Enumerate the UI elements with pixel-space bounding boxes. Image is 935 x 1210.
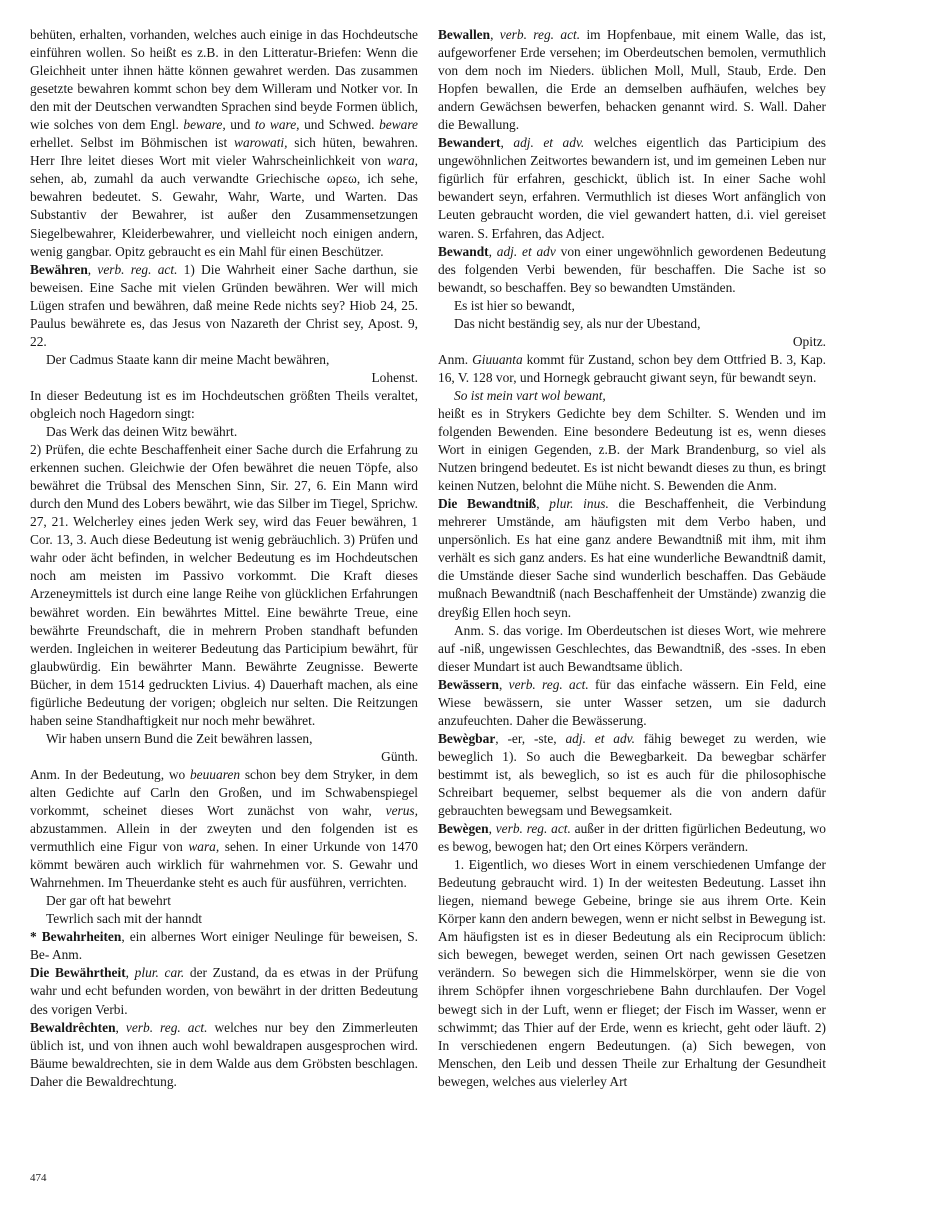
entry-grammar: verb. reg. act.: [495, 821, 571, 837]
entry-bewahrtheit: Die Bewährtheit, plur. car. der Zustand, da es etwas in der Prüfung wahr und echt befunden worden, von bewährt in der dritten Bedeutung des vorigen Verbi.: [30, 965, 419, 1017]
entry-grammar: plur. inus.: [549, 496, 609, 512]
paragraph: In dieser Bedeutung ist es im Hochdeutschen größten Theils veraltet, obgleich noch Hagedorn singt:: [30, 387, 418, 421]
entry-grammar: adj. et adv: [496, 243, 556, 259]
entry-headword: Bewaldrêchten: [30, 1019, 116, 1035]
verse-quote: Das Werk das deinen Witz bewährt.: [46, 424, 238, 440]
entry-bewandtniss: Die Bewandtniß, plur. inus. die Beschaffenheit, die Verbindung mehrerer Umstände, am häufigsten mit dem Verbo haben, und unpersönlich. Es hat eine ganz andere Bewandtniß mit ihm, mit ihm verhält es sich ganz anders. Es hat eine wunderliche Bewandtniß damit, die Umstände dieser Sache sind wunderlich beschaffen. Das Gebäude mußnach Bewandtniß (nach Beschaffenheit der Umstände) zwanzig die dreyßig Ellen hoch seyn.: [438, 496, 827, 620]
right-column: [438, 26, 826, 1091]
verse-quote: Es ist hier so bewandt,: [454, 297, 575, 313]
left-column: [30, 26, 418, 1091]
verse-quote: Wir haben unsern Bund die Zeit bewähren lassen,: [46, 730, 313, 746]
verse-quote: Das nicht beständig sey, als nur der Ubestand,: [454, 315, 701, 331]
quote-attribution: Lohenst.: [371, 369, 418, 385]
entry-grammar: plur. car.: [134, 965, 185, 981]
paragraph: Anm. In der Bedeutung, wo beuuaren schon bey dem Stryker, in dem alten Gedichte auf Carln den Großen, und im Schwabenspiegel vorkommt, scheinet dieses Wort zunächst von wahr, verus, abzustammen. Allein in der zweyten und den folgenden ist es vermuthlich eine Figur von wara, sehen. In einer Urkunde von 1470 kömmt bewären auch wirklich für wahrnehmen vor. S. Gewahr und Wahrnehmen. Im Theuerdanke steht es auch für ausführen, verrichten.: [30, 766, 418, 891]
entry-grammar: verb. reg. act.: [499, 27, 581, 42]
entry-bewegen: Bewègen, verb. reg. act. außer in der dritten figürlichen Bedeutung, wo es bewog, bewogen hat; den Ort eines Körpers verändern.: [438, 821, 826, 855]
verse-quote: Der gar oft hat bewehrt: [46, 893, 171, 909]
entry-headword: * Bewahrheiten: [30, 929, 122, 945]
paragraph: 2) Prüfen, die echte Beschaffenheit einer Sache durch die Erfahrung zu erkennen suchen. Gleichwie der Ofen bewähret die neuen Töpfe, also bewähret die Trübsal des Menschen Sinn, Sir. 27, 6. Ein Mann wird durch den Mund des Lobers bewährt, wie das Silber im Tiegel, Sprichw. 27, 21. Welcherley eines jeden Werk sey, wird das Feuer bewähren, 1 Cor. 13, 3. Auch diese Bedeutung ist wenig gebräuchlich. 3) Prüfen und wahr oder ächt befinden, in welcher Bedeutung es im Hochdeutschen noch am meisten im Passivo vorkommt. Die Kraft dieses Arzeneymittels ist durch eine lange Reihe von glücklichen Erfahrungen bewähret worden. Ein bewährtes Mittel. Eine bewährte Treue, eine bewährte Freundschaft, die in mehrern Proben standhaft befunden werden. Ingleichen in weiterer Bedeutung das Participium bewährt, für glaubwürdig. Ein bewährter Mann. Bewährte Zeugnisse. Bewerte Bücher, in dem 1514 gedruckten Livius. 4) Dauerhaft machen, als eine figürliche Bedeutung der vorigen; obgleich nur selten. Die Reitzungen haben seine Standhaftigkeit nur noch mehr bewähret.: [30, 442, 418, 728]
entry-grammar: verb. reg. act.: [97, 261, 178, 277]
entry-bewahrheiten: * Bewahrheiten, ein albernes Wort einiger Neulinge für beweisen, S. Be- Anm.: [30, 929, 418, 963]
paragraph: Anm. Giuuanta kommt für Zustand, schon bey dem Ottfried B. 3, Kap. 16, V. 128 vor, und Hornegk gebraucht giwant seyn, für bewandt seyn.: [438, 351, 826, 385]
entry-headword: Bewässern: [438, 676, 499, 692]
entry-headword: Die Bewandtniß: [438, 496, 537, 512]
paragraph: heißt es in Strykers Gedichte bey dem Schilter. S. Wenden und im folgenden Bewenden. Eine besondere Bedeutung ist es, wenn dieses Wort in einigen Gegenden, z.B. der Mark Brandenburg, so viel als Nutzen bringend bedeutet. Es ist nicht bewandt dieses zu thun, es bringt keinen Nutzen, belohnt die Mühe nicht. S. Bewenden die Anm.: [438, 405, 826, 494]
entry-bewandert: Bewandert, adj. et adv. welches eigentlich das Participium des ungewöhnlichen Zeitwortes bewandern ist, und im gemeinen Leben nur figürlich für erfahren, geschickt, üblich ist. In einer Sache wohl bewandert seyn, erfahren. Vermuthlich ist dieses Wort anfänglich von Leuten gebraucht worden, die viel gewandert hatten, d.i. viel gereiset waren. S. Erfahren, das Adject.: [438, 135, 827, 241]
entry-bewegbar: Bewègbar, -er, -ste, adj. et adv. fähig beweget zu werden, wie beweglich 1). So auch die Bewegbarkeit. Da bewegbar schärfer bestimmt ist, als beweglich, so ist es auch für die philosophische Schreibart bequemer, selbst bequemer als die von andern dafür gebrauchten bewegsam und Bewegsamkeit.: [438, 730, 826, 819]
quote-attribution: Günth.: [381, 748, 418, 764]
verse-quote: So ist mein vart wol bewant,: [454, 387, 606, 403]
entry-grammar: verb. reg. act.: [125, 1019, 208, 1035]
verse-quote: Tewrlich sach mit der hanndt: [46, 911, 202, 927]
page-number: 474: [30, 1172, 47, 1184]
entry-headword: Bewandt: [438, 243, 489, 259]
quote-attribution: Opitz.: [792, 333, 826, 349]
entry-headword: Bewähren: [30, 261, 88, 277]
entry-headword: Bewègen: [438, 821, 489, 837]
verse-quote: Der Cadmus Staate kann dir meine Macht bewähren,: [46, 351, 330, 367]
paragraph: Anm. S. das vorige. Im Oberdeutschen ist dieses Wort, wie mehrere auf -niß, ungewissen Geschlechtes, das Bewandtniß, des -sses. In eben dieser Mundart ist auch Bewandtsame üblich.: [438, 622, 826, 674]
entry-bewassern: Bewässern, verb. reg. act. für das einfache wässern. Ein Feld, eine Wiese bewässern, sie unter Wasser setzen, um sie dadurch anzufeuchten. Daher die Bewässerung.: [438, 676, 826, 728]
entry-bewahren: Bewähren, verb. reg. act. 1) Die Wahrheit einer Sache darthun, sie beweisen. Eine Sache mit vielen Gründen bewähren. Wer will mich Lügen strafen und bewähren, daß meine Rede nichts sey? Hiob 24, 25. Paulus bewährete es, das Jesus von Nazareth der Christ sey, Apost. 9, 22.: [30, 261, 418, 349]
entry-bewandt: Bewandt, adj. et adv von einer ungewöhnlich gewordenen Bedeutung des folgenden Verbi bewenden, für beschaffen. Die Sache ist so bewandt, so beschaffen. Bey so bewandten Umständen.: [438, 243, 826, 295]
entry-grammar: adj. et adv.: [513, 135, 585, 151]
paragraph: 1. Eigentlich, wo dieses Wort in einem verschiedenen Umfange der Bedeutung gebraucht wird. 1) In der weitesten Bedeutung. Lasset ihn liegen, niemand bewege Gebeine, bringe sie aus ihrem Orte. Kein Körper kann den andern bewegen, wenn er nicht selbst in Bewegung ist. Am häufigsten ist es in dieser Bedeutung als ein Reciprocum üblich: sich bewegen, beweget werden, seinen Ort nach gewissen Gesetzen verändern. So bewegen sich die Himmelskörper, wenn sie die von ihrem Schöpfer ihnen vorgeschriebene Bahn durchlaufen. Der Vogel bewegt sich in der Luft, wenn er flieget; der Fisch im Wasser, wenn er schwimmt; das Thier auf der Erde, wenn es kriecht, geht oder läuft. 2) In verschiedenen engern Bedeutungen. (a) Sich bewegen, von Menschen, den Leib und dessen Theile zur Erhaltung der Gesundheit bewegen, welches aus vielerley Art: [438, 857, 826, 1089]
entry-headword: Bewandert: [438, 135, 501, 151]
entry-grammar: verb. reg. act.: [508, 676, 589, 692]
paragraph: behüten, erhalten, vorhanden, welches auch einige in das Hochdeutsche einführen wollen. So heißt es z.B. in den Litteratur-Briefen: Wenn die Gleichheit unter ihnen hätte können gewahret werden. Das zusammen gesetzte bewahren kommt schon bey dem Willeram und Notker vor. In den mit der Deutschen verwandten Sprachen sind beyde Formen üblich, wie solches von dem Engl. beware, und to ware, und Schwed. beware erhellet. Selbst im Böhmischen ist warowati, sich hüten, bewahren. Herr Ihre leitet dieses Wort mit vieler Wahrscheinlichkeit von wara, sehen, ab, zumahl da auch verwandte Griechische ωρεω, ich sehe, bewahren bedeutet. S. Gewahr, Wahr, Warte, und Warten. Das Substantiv der Bewahrer, ist außer den Zusammensetzungen Siegelbewahrer, Kleiderbewahrer, und vielleicht noch einigen andern, wenig gangbar. Opitz gebraucht es ein Mahl für einen Beschützer.: [30, 27, 419, 259]
entry-headword: Bewègbar: [438, 730, 496, 746]
entry-bewallen: Bewallen, verb. reg. act. im Hopfenbaue, mit einem Walle, das ist, aufgeworfener Erde versehen; im Oberdeutschen bemolen, vermuthlich von dem noch im Nieders. üblichen Moll, Mull, Staub, Erde. Den Hopfen bewallen, die Erde an demselben aufhäufen, welches bey andern Gewächsen bewerfen, behacken genannt wird. S. Wall. Daher die Bewallung.: [438, 27, 826, 133]
entry-grammar: adj. et adv.: [565, 730, 635, 746]
entry-headword: Bewallen: [438, 27, 491, 42]
entry-headword: Die Bewährtheit: [30, 965, 126, 981]
entry-bewaldrechten: Bewaldrêchten, verb. reg. act. welches nur bey den Zimmerleuten üblich ist, und von ihnen auch wohl bewaldrapen ausgesprochen wird. Bäume bewaldrechten, sie in dem Walde aus dem Gröbsten beschlagen. Daher die Bewaldrechtung.: [30, 1019, 418, 1089]
